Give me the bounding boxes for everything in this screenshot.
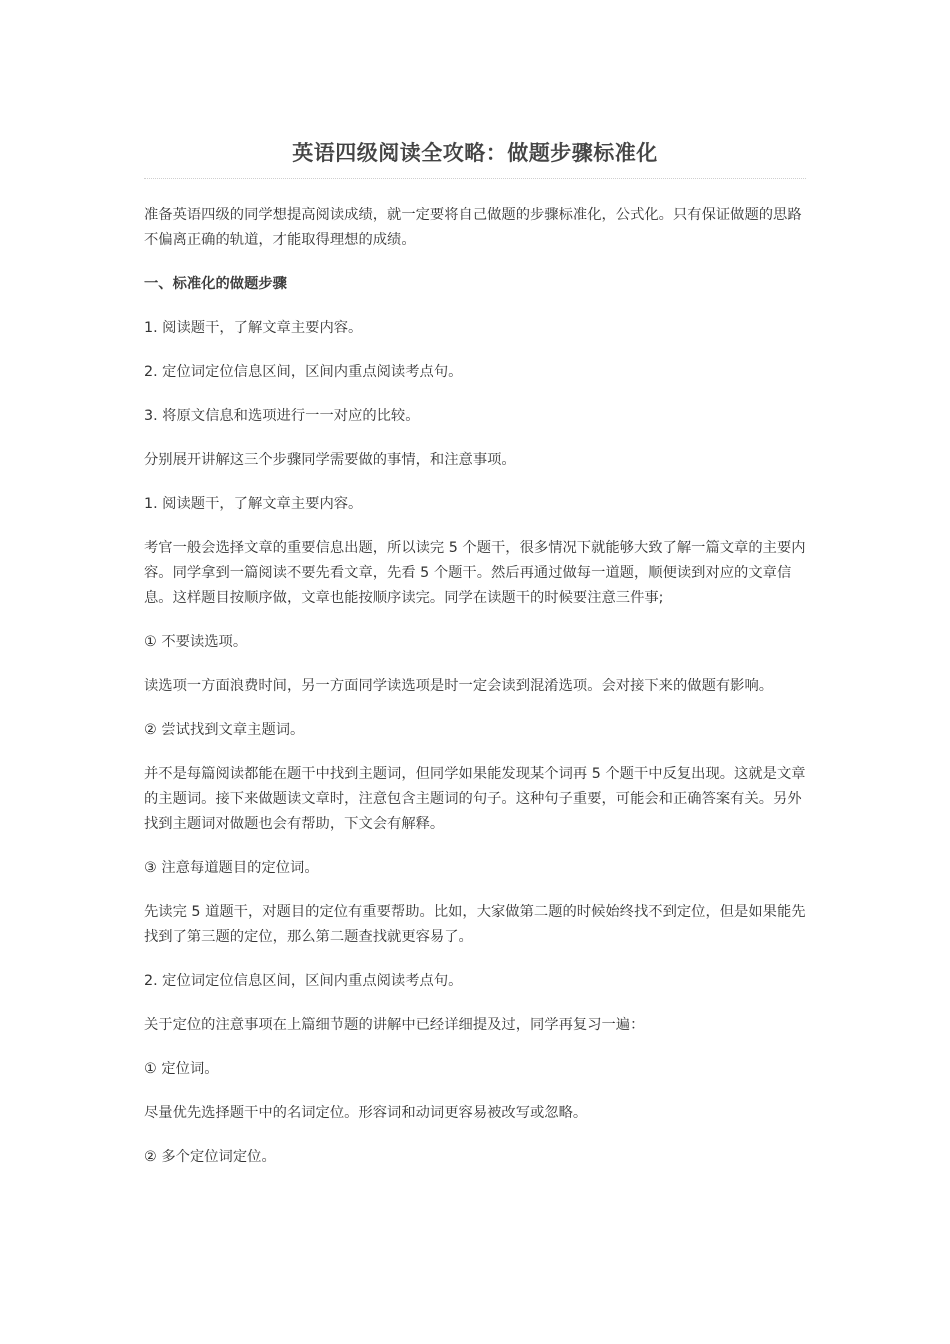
paragraph: 先读完 5 道题干，对题目的定位有重要帮助。比如，大家做第二题的时候始终找不到定位，但是如果能先找到了第三题的定位，那么第二题查找就更容易了。 [144, 904, 806, 945]
document-page [144, 136, 806, 1189]
paragraph: 3. 将原文信息和选项进行一一对应的比较。 [144, 408, 420, 424]
paragraph: 考官一般会选择文章的重要信息出题，所以读完 5 个题干，很多情况下就能够大致了解一篇文章的主要内容。同学拿到一篇阅读不要先看文章，先看 5 个题干。然后再通过做每一道题，顺便读到对应的文章信息。这样题目按顺序做，文章也能按顺序读完。同学在读题干的时候要注意三件事; [144, 540, 806, 606]
article-body [144, 203, 806, 1170]
paragraph: 并不是每篇阅读都能在题干中找到主题词，但同学如果能发现某个词再 5 个题干中反复出现。这就是文章的主题词。接下来做题读文章时，注意包含主题词的句子。这种句子重要，可能会和正确答案有关。另外找到主题词对做题也会有帮助，下文会有解释。 [144, 766, 806, 832]
paragraph: ③ 注意每道题目的定位词。 [144, 860, 319, 876]
paragraph: 2. 定位词定位信息区间，区间内重点阅读考点句。 [144, 973, 463, 989]
paragraph: 1. 阅读题干，了解文章主要内容。 [144, 496, 363, 512]
paragraph: 2. 定位词定位信息区间，区间内重点阅读考点句。 [144, 364, 463, 380]
paragraph: 分别展开讲解这三个步骤同学需要做的事情，和注意事项。 [144, 452, 516, 468]
paragraph: 关于定位的注意事项在上篇细节题的讲解中已经详细提及过，同学再复习一遍： [144, 1017, 645, 1033]
paragraph: 准备英语四级的同学想提高阅读成绩，就一定要将自己做题的步骤标准化，公式化。只有保证做题的思路不偏离正确的轨道，才能取得理想的成绩。 [144, 207, 802, 248]
title-divider [144, 178, 806, 179]
paragraph: ② 尝试找到文章主题词。 [144, 722, 305, 738]
section-heading: 一、标准化的做题步骤 [144, 276, 287, 292]
paragraph: 1. 阅读题干，了解文章主要内容。 [144, 320, 363, 336]
paragraph: 尽量优先选择题干中的名词定位。形容词和动词更容易被改写或忽略。 [144, 1105, 588, 1121]
paragraph: ① 定位词。 [144, 1061, 219, 1077]
paragraph: ① 不要读选项。 [144, 634, 248, 650]
paragraph: 读选项一方面浪费时间，另一方面同学读选项是时一定会读到混淆选项。会对接下来的做题有影响。 [144, 678, 774, 694]
paragraph: ② 多个定位词定位。 [144, 1149, 276, 1165]
article-title: 英语四级阅读全攻略：做题步骤标准化 [292, 141, 658, 165]
